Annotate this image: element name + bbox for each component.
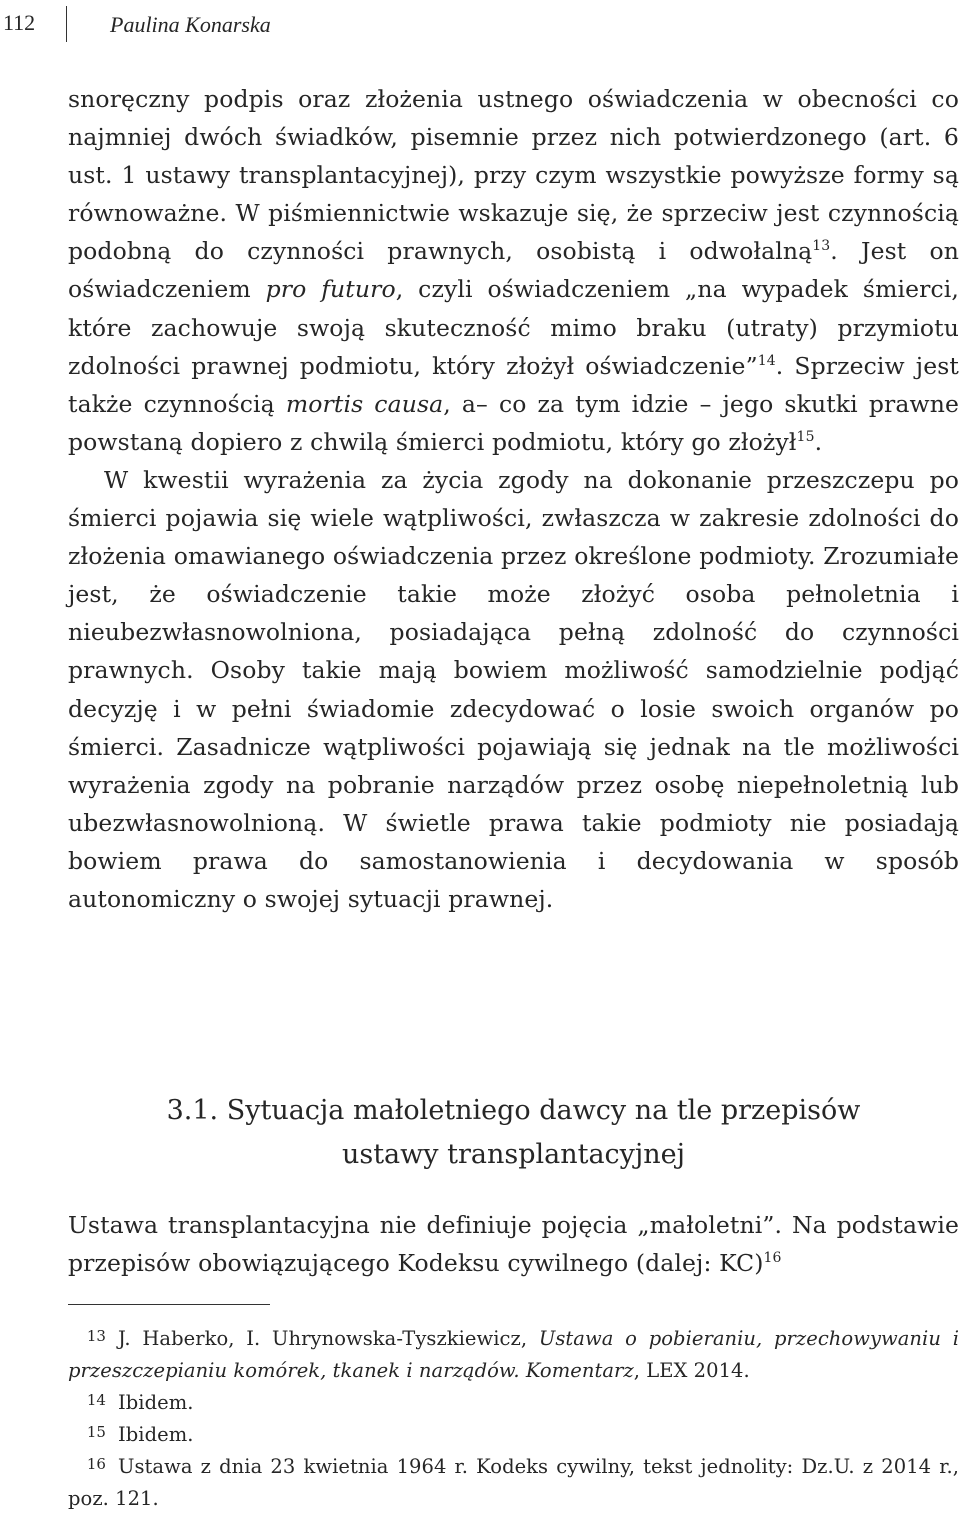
body-text bbox=[68, 80, 959, 918]
paragraph: W kwestii wyrażenia za życia zgody na dokonanie przeszczepu po śmierci pojawia się wiele wątpliwości, zwłaszcza w zakresie zdolności do złożenia omawianego oświadczenia przez określone podmioty. Zrozumiałe jest, że oświadczenie takie może złożyć osoba pełnoletnia i nieubezwłasnowolniona, posiadająca pełną zdolność do czynności prawnych. Osoby takie mają bowiem możliwość samodzielnie podjąć decyzję i w pełni świadomie zdecydować o losie swoich organów po śmierci. Zasadnicze wątpliwości pojawiają się jednak na tle możliwości wyrażenia zgody na pobranie narządów przez osobę niepełnoletnią lub ubezwłasnowolnioną. W świetle prawa takie podmioty nie posiadają bowiem prawa do samostanowienia i decydowania w sposób autonomiczny o swojej sytuacji prawnej. bbox=[68, 465, 959, 913]
text-run: . Jest on oświadczeniem bbox=[68, 237, 959, 304]
text-run: , czyli oświadczeniem „na wypadek śmierci, które zachowuje swoją skuteczność mimo braku (utraty) przymiotu zdolności prawnej podmiotu, który złożył oświadczenie” bbox=[68, 275, 959, 380]
text-run: Ibidem. bbox=[118, 1423, 194, 1446]
section-heading-line: 3.1. Sytuacja małoletniego dawcy na tle przepisów bbox=[166, 1095, 861, 1126]
paragraph bbox=[68, 1206, 959, 1282]
running-head bbox=[0, 6, 960, 42]
italic-term: pro futuro bbox=[265, 275, 396, 304]
text-run: . bbox=[814, 427, 823, 456]
footnote-ref-16[interactable]: 16 bbox=[763, 1250, 782, 1267]
header-divider bbox=[66, 6, 67, 42]
text-run: Ibidem. bbox=[118, 1391, 194, 1414]
text-run: snoręczny podpis oraz złożenia ustnego oświadczenia w obecności co najmniej dwóch świadków, pisemnie przez nich potwierdzonego (art. 6 ust. 1 ustawy transplantacyjnej), przy czym wszystkie powyższe formy są równoważne. W piśmiennictwie wskazuje się, że sprzeciw jest czynnością podobną do czynności prawnych, osobistą i odwołalną bbox=[68, 85, 959, 266]
running-head-author: Paulina Konarska bbox=[110, 12, 271, 37]
text-run: J. Haberko, I. Uhrynowska-Tyszkiewicz, bbox=[118, 1327, 539, 1350]
text-run: , a– co za tym idzie – jego skutki prawne powstaną dopiero z chwilą śmierci podmiotu, który go złożył bbox=[68, 389, 959, 456]
paragraph bbox=[68, 80, 959, 461]
italic-term: mortis causa bbox=[285, 389, 444, 418]
footnote-ref-13[interactable]: 13 bbox=[812, 238, 831, 255]
text-run: , LEX 2014. bbox=[633, 1359, 750, 1382]
footnote: 13 J. Haberko, I. Uhrynowska-Tyszkiewicz, Ustawa o pobieraniu, przechowywaniu i przeszczepianiu komórek, tkanek i narządów. Komentarz, LEX 2014. bbox=[68, 1327, 959, 1382]
footnote: 15 Ibidem. bbox=[86, 1423, 194, 1446]
italic-title: Ustawa o pobieraniu, przechowywaniu i przeszczepianiu komórek, tkanek i narządów. Komentarz bbox=[68, 1327, 959, 1382]
text-run: . Sprzeciw jest także czynnością bbox=[68, 351, 959, 418]
footnote-ref-14[interactable]: 14 bbox=[757, 352, 776, 369]
body-text-continued bbox=[68, 1206, 959, 1282]
footnote: 14 Ibidem. bbox=[86, 1391, 194, 1414]
text-run: Ustawa transplantacyjna nie definiuje pojęcia „małoletni”. Na podstawie przepisów obowiązującego Kodeksu cywilnego (dalej: KC) bbox=[68, 1211, 959, 1278]
section-heading bbox=[68, 1089, 959, 1177]
footnote-separator bbox=[68, 1304, 270, 1305]
footnotes bbox=[68, 1323, 959, 1515]
section-heading-line: ustawy transplantacyjnej bbox=[341, 1139, 686, 1170]
text-run: Ustawa z dnia 23 kwietnia 1964 r. Kodeks cywilny, tekst jednolity: Dz.U. z 2014 r., poz. 121. bbox=[68, 1455, 959, 1510]
footnote-ref-15[interactable]: 15 bbox=[796, 428, 815, 445]
page-number: 112 bbox=[3, 10, 36, 35]
footnote: 16 Ustawa z dnia 23 kwietnia 1964 r. Kodeks cywilny, tekst jednolity: Dz.U. z 2014 r., poz. 121. bbox=[68, 1455, 959, 1510]
